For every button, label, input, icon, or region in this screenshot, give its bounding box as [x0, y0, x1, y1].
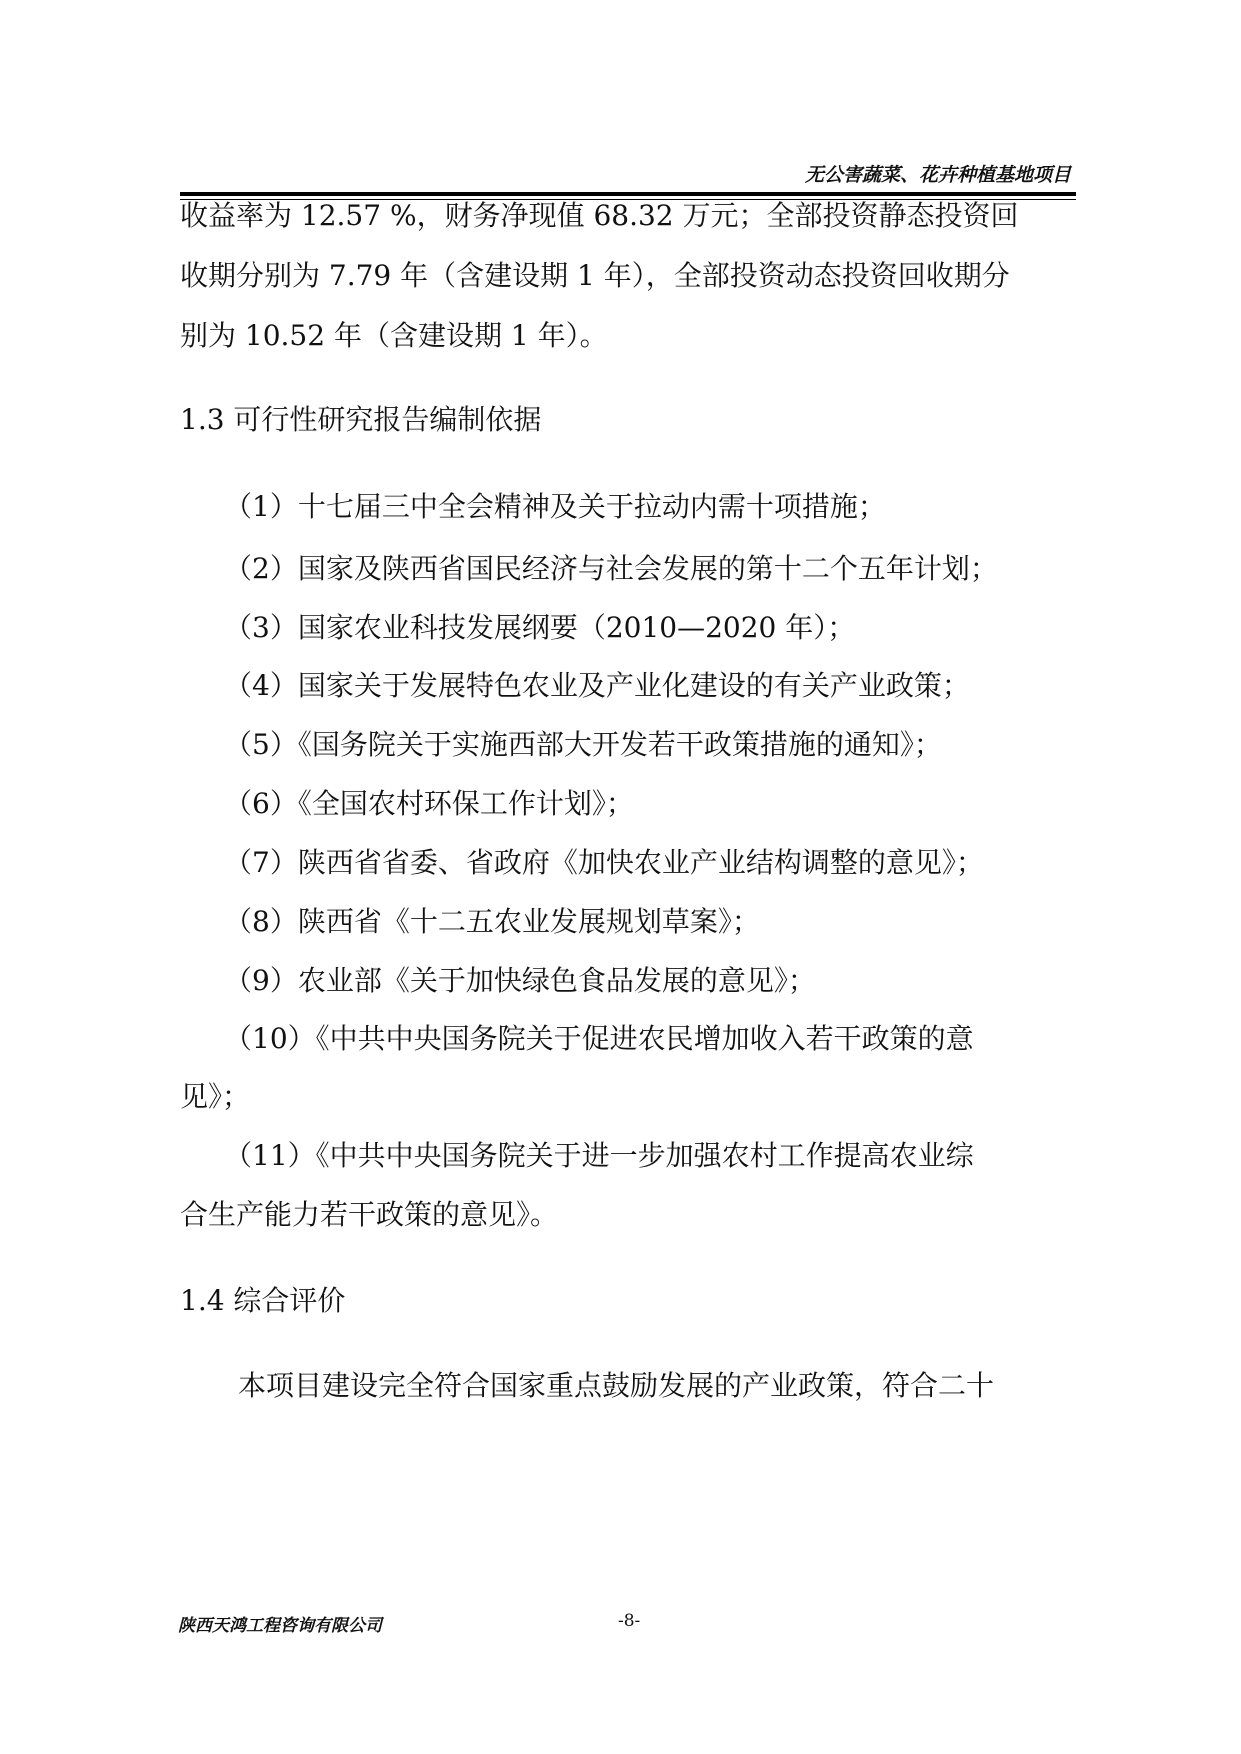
list-item: （7）陕西省省委、省政府《加快农业产业结构调整的意见》；	[224, 846, 984, 879]
list-item: （4）国家关于发展特色农业及产业化建设的有关产业政策；	[224, 669, 970, 702]
list-item: （8）陕西省《十二五农业发展规划草案》；	[224, 905, 760, 938]
list-item: （2）国家及陕西省国民经济与社会发展的第十二个五年计划；	[224, 552, 998, 585]
list-item: （11）《中共中央国务院关于进一步加强农村工作提高农业综	[224, 1139, 974, 1172]
list-item-continuation: 见》；	[180, 1080, 251, 1113]
paragraph-line: 收期分别为 7.79 年（含建设期 1 年），全部投资动态投资回收期分	[180, 259, 1010, 292]
list-item: （5）《国务院关于实施西部大开发若干政策措施的通知》；	[224, 728, 942, 761]
document-body	[180, 0, 1076, 1600]
page-number: -8-	[618, 1611, 641, 1631]
paragraph-line: 本项目建设完全符合国家重点鼓励发展的产业政策，符合二十	[238, 1369, 995, 1402]
paragraph-line: 收益率为 12.57 %，财务净现值 68.32 万元；全部投资静态投资回	[180, 199, 1019, 232]
list-item: （9）农业部《关于加快绿色食品发展的意见》；	[224, 964, 816, 997]
paragraph-line: 别为 10.52 年（含建设期 1 年）。	[180, 319, 608, 352]
list-item: （6）《全国农村环保工作计划》；	[224, 787, 634, 820]
section-heading-1-3: 1.3 可行性研究报告编制依据	[180, 403, 542, 436]
section-heading-1-4: 1.4 综合评价	[180, 1284, 346, 1317]
list-item-continuation: 合生产能力若干政策的意见》。	[180, 1198, 559, 1231]
list-item: （1）十七届三中全会精神及关于拉动内需十项措施；	[224, 490, 886, 523]
header-title: 无公害蔬菜、花卉种植基地项目	[804, 164, 1071, 186]
list-item: （3）国家农业科技发展纲要（2010—2020 年）；	[224, 611, 856, 644]
list-item: （10）《中共中央国务院关于促进农民增加收入若干政策的意	[224, 1022, 974, 1055]
footer-company: 陕西天鸿工程咨询有限公司	[178, 1616, 382, 1636]
